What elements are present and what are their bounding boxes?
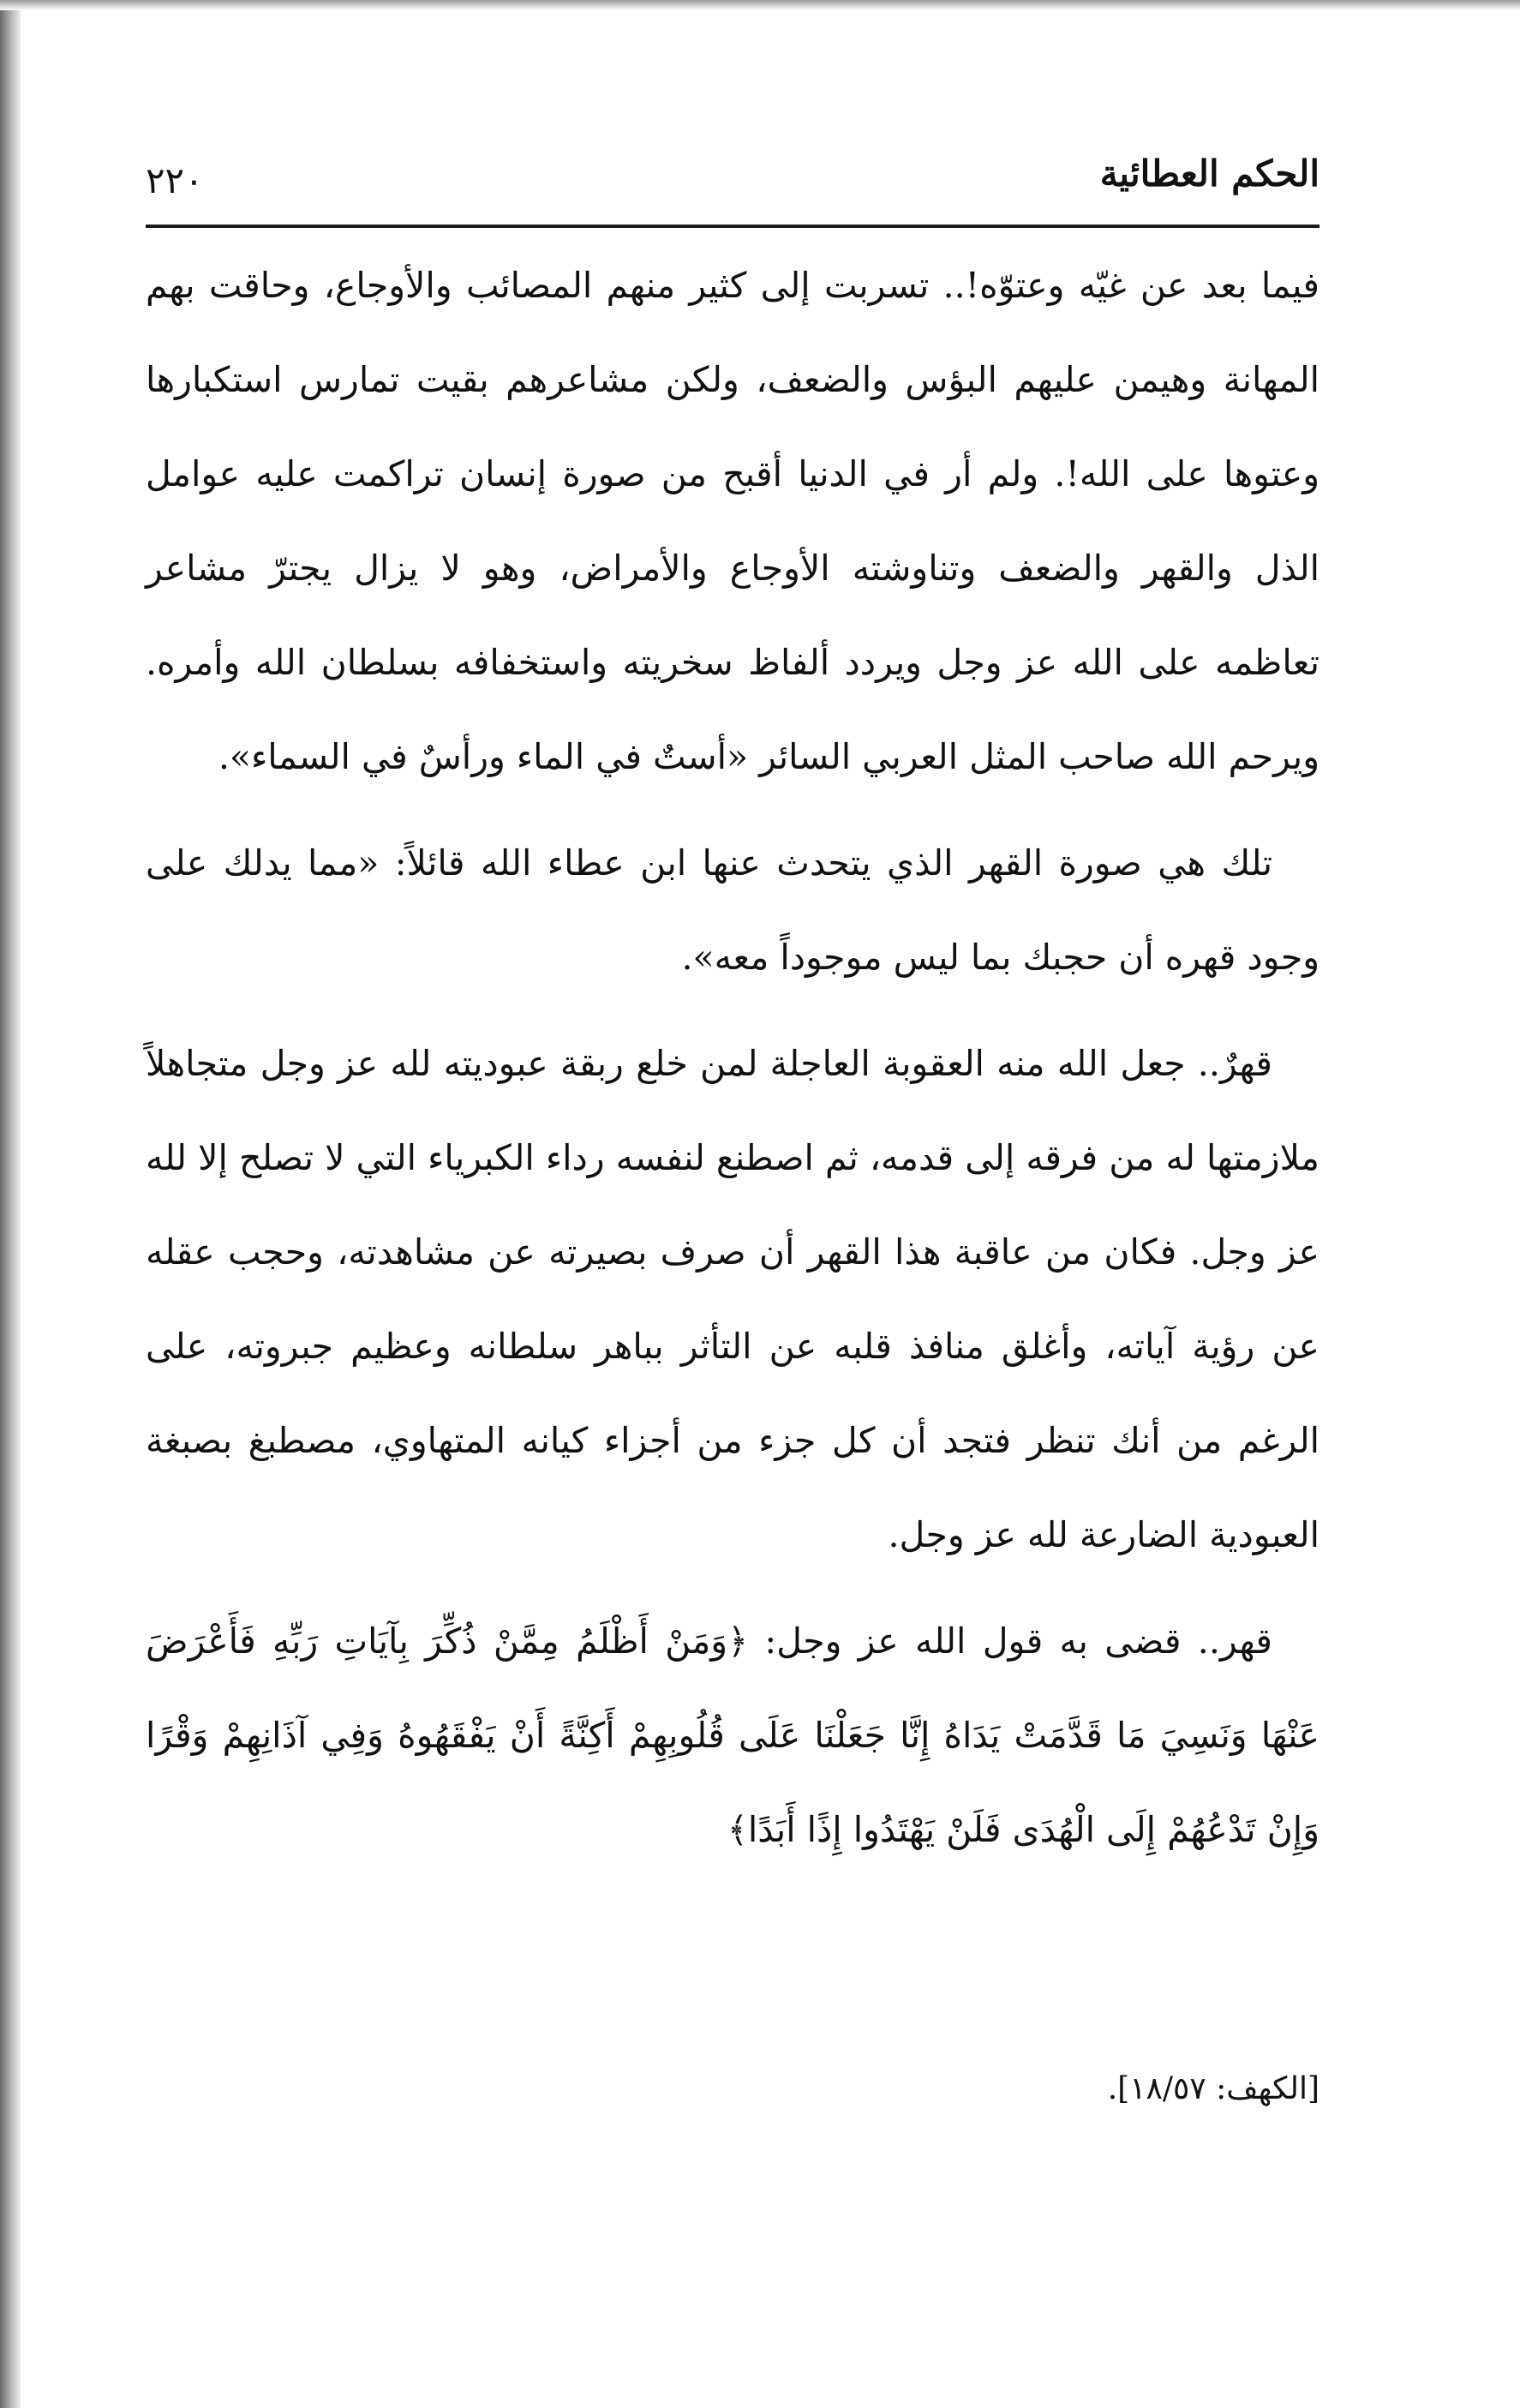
page-body <box>146 238 1320 1877</box>
paragraph-3: قهرٌ.. جعل الله منه العقوبة العاجلة لمن خلع ربقة عبوديته لله عز وجل متجاهلاً ملازمتها له من فرقه إلى قدمه، ثم اصطنع لنفسه رداء الكبرياء التي لا تصلح إلا لله عز وجل. فكان من عاقبة هذا القهر أن صرف بصيرته عن مشاهدته، وحجب عقله عن رؤية آياته، وأغلق منافذ قلبه عن التأثر بباهر سلطانه وعظيم جبروته، على الرغم من أنك تنظر فتجد أن كل جزء من أجزاء كيانه المتهاوي، مصطبغ بصبغة العبودية الضارعة لله عز وجل. <box>146 1043 1320 1555</box>
paragraph-4-quran-quote: قهر.. قضى به قول الله عز وجل: ﴿وَمَنْ أَظْلَمُ مِمَّنْ ذُكِّرَ بِآيَاتِ رَبِّهِ فَأَعْرَضَ عَنْهَا وَنَسِيَ مَا قَدَّمَتْ يَدَاهُ إِنَّا جَعَلْنَا عَلَى قُلُوبِهِمْ أَكِنَّةً أَنْ يَفْقَهُوهُ وَفِي آذَانِهِمْ وَقْرًا وَإِنْ تَدْعُهُمْ إِلَى الْهُدَى فَلَنْ يَهْتَدُوا إِذًا أَبَدًا﴾ <box>146 1620 1320 1850</box>
paragraph-1: فيما بعد عن غيّه وعتوّه!.. تسربت إلى كثير منهم المصائب والأوجاع، وحاقت بهم المهانة وهيمن عليهم البؤس والضعف، ولكن مشاعرهم بقيت تمارس استكبارها وعتوها على الله!. ولم أر في الدنيا أقبح من صورة إنسان تراكمت عليه عوامل الذل والقهر والضعف وتناوشته الأوجاع والأمراض، وهو لا يزال يجترّ مشاعر تعاظمه على الله عز وجل ويردد ألفاظ سخريته واستخفافه بسلطان الله وأمره. ويرحم الله صاحب المثل العربي السائر «أستٌ في الماء ورأسٌ في السماء». <box>146 265 1320 777</box>
scan-border-top <box>0 0 1520 10</box>
quran-reference: [الكهف: ١٨/٥٧]. <box>1107 2071 1320 2106</box>
scan-border-left <box>0 0 21 2408</box>
page-title: الحكم العطائية <box>1099 153 1320 195</box>
running-header <box>146 147 1320 225</box>
page-number: ٢٢٠ <box>146 159 204 201</box>
paragraph-2: تلك هي صورة القهر الذي يتحدث عنها ابن عطاء الله قائلاً: «مما يدلك على وجود قهره أن حجبك بما ليس موجوداً معه». <box>146 842 1320 978</box>
header-rule <box>146 225 1320 228</box>
